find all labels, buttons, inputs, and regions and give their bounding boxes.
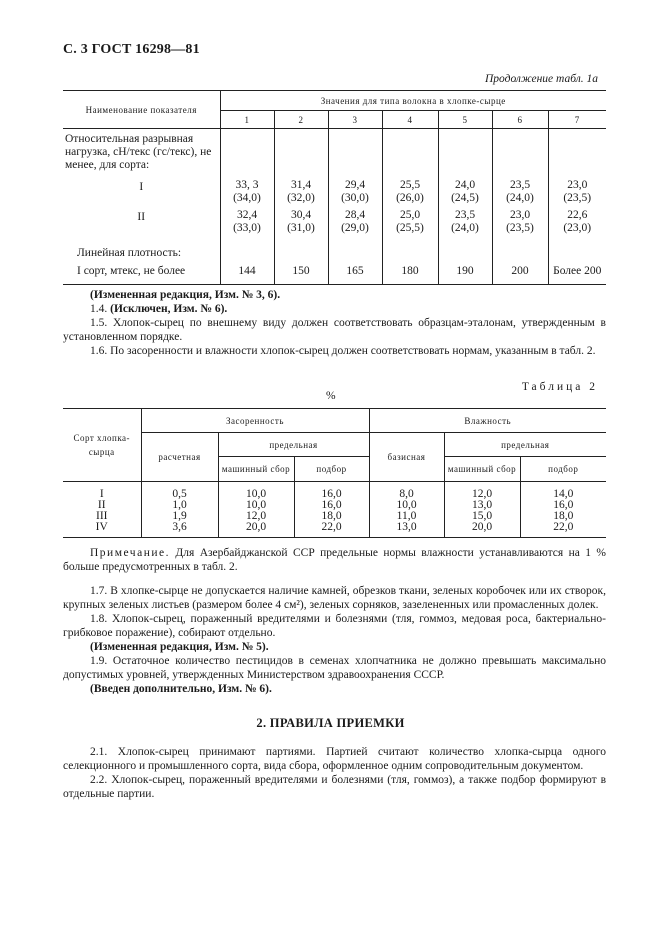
table-cell: IV	[63, 522, 141, 538]
table-cell: 11,0	[369, 511, 444, 522]
paragraphs-block-1	[63, 288, 606, 358]
table-cell: 12,0	[444, 482, 520, 500]
limit-header: предельная	[444, 433, 606, 457]
value: 25,5	[399, 178, 421, 191]
table-cell: 3,6	[141, 522, 218, 538]
table-cell: 13,0	[369, 522, 444, 538]
value: 22,6	[567, 208, 588, 221]
row-label: I	[139, 180, 144, 193]
value: 150	[274, 259, 328, 285]
table-cell: 1,0	[141, 500, 218, 511]
table-cell: 10,0	[369, 500, 444, 511]
table-cell: 12,0	[218, 511, 294, 522]
amendment-note: (Введен дополнительно, Изм. № 6).	[90, 683, 272, 695]
value: 24,0	[454, 178, 476, 191]
note-label: Примечание.	[90, 547, 170, 559]
table-cell: 20,0	[444, 522, 520, 538]
clause-2-1: 2.1. Хлопок-сырец принимают партиями. Партией считают количество хлопка-сырца одного селекционного и промышленного сорта, вида сбора, оформленное одним сопроводительным документом.	[63, 746, 606, 772]
table-cell: 18,0	[520, 511, 606, 522]
table-cell: 20,0	[218, 522, 294, 538]
sort-header: Сорт хлопка-сырца	[63, 409, 141, 482]
value: 23,0	[509, 208, 531, 221]
clause-2-2: 2.2. Хлопок-сырец, пораженный вредителями и болезнями (тля, гоммоз), а также подбор формируют в отдельные партии.	[63, 774, 606, 800]
value-alt: (34,0)	[233, 191, 261, 204]
amendment-note: (Измененная редакция, Изм. № 3, 6).	[90, 289, 281, 301]
col-number: 5	[438, 111, 492, 129]
value-alt: (29,0)	[341, 221, 369, 234]
gleaning-header: подбор	[520, 457, 606, 482]
table-cell: 18,0	[294, 511, 369, 522]
clause-number: 1.4.	[90, 303, 111, 315]
limit-header: предельная	[218, 433, 369, 457]
col-number: 7	[548, 111, 606, 129]
indicator-table	[63, 90, 606, 285]
table-cell: 1,9	[141, 511, 218, 522]
table2-note	[63, 546, 606, 574]
note-text: Для Азербайджанской ССР предельные нормы влажности устанавливаются на 1 % больше предусмотренных в табл. 2.	[63, 547, 606, 573]
value: 29,4	[344, 178, 366, 191]
table-cell: 16,0	[520, 500, 606, 511]
value-alt: (24,5)	[451, 191, 479, 204]
table-cell: 0,5	[141, 482, 218, 500]
table-cell: 22,0	[520, 522, 606, 538]
value-alt: (23,5)	[563, 191, 592, 204]
value: 180	[382, 259, 438, 285]
unit-label: %	[326, 390, 336, 402]
table-cell: 14,0	[520, 482, 606, 500]
value-alt: (25,5)	[396, 221, 424, 234]
value-alt: (26,0)	[396, 191, 424, 204]
value: 165	[328, 259, 382, 285]
section-title: 2. ПРАВИЛА ПРИЕМКИ	[256, 716, 405, 730]
value: 23,0	[567, 178, 588, 191]
row-label: Относительная разрывная нагрузка, сН/текс (гс/текс), не менее, для сорта:	[65, 133, 212, 171]
value: Более 200	[548, 259, 606, 285]
value: 23,5	[509, 178, 531, 191]
value-alt: (30,0)	[341, 191, 369, 204]
clause-1-6: 1.6. По засоренности и влажности хлопок-сырец должен соответствовать нормам, указанным в табл. 2.	[90, 345, 596, 357]
base-header: базисная	[369, 433, 444, 482]
table-cell: 16,0	[294, 482, 369, 500]
col-number: 2	[274, 111, 328, 129]
indicator-name-header: Наименование показателя	[63, 91, 220, 129]
table-cell: II	[97, 498, 106, 511]
value-alt: (24,0)	[451, 221, 479, 234]
contamination-header: Засоренность	[141, 409, 369, 433]
value: 33, 3	[235, 178, 259, 191]
col-number: 3	[328, 111, 382, 129]
value: 32,4	[236, 208, 258, 221]
value: 31,4	[290, 178, 312, 191]
section2-body	[63, 745, 606, 801]
gleaning-header: подбор	[294, 457, 369, 482]
moisture-header: Влажность	[369, 409, 606, 433]
clause-1-8: 1.8. Хлопок-сырец, пораженный вредителями и болезнями (тля, гоммоз, медовая роса, бактериально-грибковое поражение), собирают отдельно.	[63, 613, 606, 639]
col-number: 4	[382, 111, 438, 129]
machine-picking-header: машинный сбор	[444, 457, 520, 482]
table-cell: III	[96, 509, 108, 522]
value-alt: (24,0)	[506, 191, 534, 204]
clause-1-5: 1.5. Хлопок-сырец по внешнему виду должен соответствовать образцам-эталонам, утвержденным в установленном порядке.	[63, 317, 606, 343]
table-cell: 15,0	[444, 511, 520, 522]
value-alt: (23,0)	[563, 221, 592, 234]
table-cell: I	[99, 487, 104, 500]
clause-text: (Исключен, Изм. № 6).	[110, 303, 228, 315]
value: 25,0	[399, 208, 421, 221]
clause-1-4	[63, 302, 606, 316]
table-cell: 8,0	[369, 482, 444, 500]
col-number: 1	[220, 111, 274, 129]
clause-1-7: 1.7. В хлопке-сырце не допускается наличие камней, обрезков ткани, зеленых коробочек или их створок, крупных зеленых листьев (размером более 4 см²), зеленых сорняков, зазелененных или промасленных долек.	[63, 585, 606, 611]
table-continuation-label: Продолжение табл. 1а	[485, 73, 598, 85]
fiber-type-header: Значения для типа волокна в хлопке-сырце	[220, 91, 606, 111]
row-label: Линейная плотность:	[77, 246, 182, 259]
value-alt: (23,5)	[506, 221, 534, 234]
value-alt: (31,0)	[287, 221, 315, 234]
clause-1-9: 1.9. Остаточное количество пестицидов в семенах хлопчатника не должно превышать максимально допустимых уровней, утвержденных Министерством здравоохранения СССР.	[63, 655, 606, 681]
value-alt: (33,0)	[233, 221, 261, 234]
table-cell: 16,0	[294, 500, 369, 511]
table-cell: 10,0	[218, 500, 294, 511]
table-cell: 13,0	[444, 500, 520, 511]
amendment-note: (Измененная редакция, Изм. № 5).	[90, 641, 269, 653]
value: 28,4	[344, 208, 366, 221]
value: 23,5	[454, 208, 476, 221]
machine-picking-header: машинный сбор	[218, 457, 294, 482]
table-cell: 10,0	[218, 482, 294, 500]
value-alt: (32,0)	[287, 191, 315, 204]
contamination-moisture-table	[63, 408, 606, 538]
value: 30,4	[290, 208, 312, 221]
paragraphs-block-2	[63, 584, 606, 696]
table2-label: Таблица 2	[521, 381, 598, 393]
value: 190	[438, 259, 492, 285]
row-label: II	[137, 210, 146, 223]
page-header: С. 3 ГОСТ 16298—81	[63, 42, 200, 57]
calculated-header: расчетная	[141, 433, 218, 482]
table-cell: 22,0	[294, 522, 369, 538]
value: 200	[492, 259, 548, 285]
col-number: 6	[492, 111, 548, 129]
row-label: I сорт, мтекс, не более	[63, 259, 220, 285]
value: 144	[220, 259, 274, 285]
